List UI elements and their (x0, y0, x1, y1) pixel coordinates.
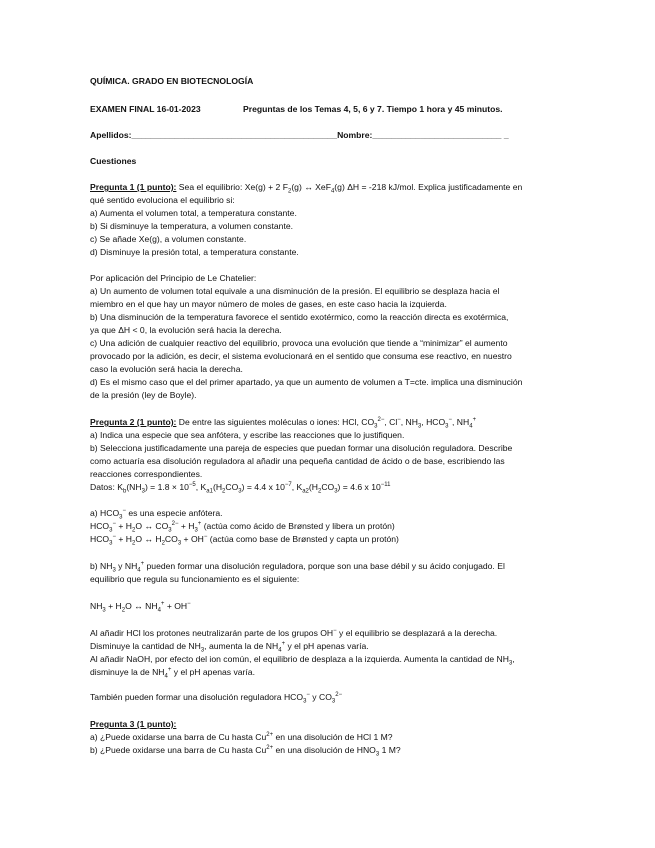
q1-answer-a-1: a) Un aumento de volumen total equivale a una disminución de la presión. El equilibrio se desplaza hacia el (90, 286, 500, 296)
q3-item-a: a) ¿Puede oxidarse una barra de Cu hasta $Cu^{2+}$ en una disolución de HCl 1 M? (90, 732, 393, 742)
surname-line: ___________________________________________ (131, 130, 338, 140)
q1-answer-c-1: c) Una adición de cualquier reactivo del equilibrio, provoca una evolución que tiende a “minimizar” el aumento (90, 338, 508, 348)
q1-statement-line2: qué sentido evoluciona el equilibrio si: (90, 195, 235, 205)
q2-answer-b-1: b) $NH_3$ y $NH_4^+$ pueden formar una disolución reguladora, porque son una base débil y su ácido conjugado. El (90, 561, 505, 574)
name-line: ___________________________ _ (372, 130, 509, 140)
q1-label: Pregunta 1 (1 punto): (90, 182, 177, 192)
q2-answer-a-head: a) $HCO_3^-$ es una especie anfótera. (90, 508, 223, 521)
q2-statement: Pregunta 2 (1 punto): De entre las siguientes moléculas o iones: HCl, $CO_3^{2-}$, Cl−, $NH_3$, $HCO_3^-$, $NH_4^+$ (90, 417, 477, 430)
q2-equation-base: $HCO_3^- + H_2O$ ↔ $H_2CO_3 + OH^-$ (actúa como base de Brønsted y capta un protón) (90, 534, 399, 547)
q2-item-b-2: como actuaría esa disolución reguladora al añadir una pequeña cantidad de ácido o de base, escribiendo las (90, 456, 505, 466)
name-label: Nombre: (337, 130, 373, 140)
q1-answer-d-1: d) Es el mismo caso que el del primer apartado, ya que un aumento de volumen a T=cte. implica una disminución (90, 377, 523, 387)
exam-date: EXAMEN FINAL 16-01-2023 (90, 104, 201, 114)
q2-alternative-buffer: También pueden formar una disolución reguladora $HCO_3^-$ y $CO_3^{2-}$ (90, 692, 343, 705)
q2-label: Pregunta 2 (1 punto): (90, 417, 177, 427)
section-title: Cuestiones (90, 156, 137, 166)
q2-item-b-3: reacciones correspondientes. (90, 469, 203, 479)
q1-answer-b-1: b) Una disminución de la temperatura favorece el sentido exotérmico, como la reacción directa es exotérmica, (90, 312, 509, 322)
q2-equation-ammonia: $NH_3 + H_2O$ ↔ $NH_4^+ + OH^-$ (90, 601, 191, 614)
q3-item-b: b) ¿Puede oxidarse una barra de Cu hasta $Cu^{2+}$ en una disolución de $HNO_3$ 1 M? (90, 745, 401, 758)
q2-answer-b-2: equilibrio que regula su funcionamiento es el siguiente: (90, 574, 300, 584)
exam-topics: Preguntas de los Temas 4, 5, 6 y 7. Tiempo 1 hora y 45 minutos. (243, 104, 503, 114)
q1-item-c: c) Se añade Xe(g), a volumen constante. (90, 234, 247, 244)
q1-answer-b-2: ya que ΔH < 0, la evolución será hacia la derecha. (90, 325, 282, 335)
q1-answer-d-2: de la presión (ley de Boyle). (90, 390, 197, 400)
q1-answer-c-3: caso la evolución será hacia la derecha. (90, 364, 243, 374)
q2-base-addition-1: Al añadir NaOH, por efecto del ion común, el equilibrio de desplaza a la izquierda. Aumenta la cantidad de $NH_3$, (90, 654, 515, 667)
q2-base-addition-2: disminuye la de $NH_4^+$ y el pH apenas varía. (90, 667, 255, 680)
q2-item-a: a) Indica una especie que sea anfótera, y escribe las reacciones que lo justifiquen. (90, 430, 405, 440)
q1-answer-c-2: provocado por la adición, es decir, el sistema evolucionará en el sentido que consuma ese reactivo, en nuestro (90, 351, 512, 361)
surname-field[interactable] (90, 130, 509, 141)
q2-item-b-1: b) Selecciona justificadamente una pareja de especies que puedan formar una disolución reguladora. Describe (90, 443, 513, 453)
surname-label: Apellidos: (90, 130, 132, 140)
q2-equation-acid: $HCO_3^- + H_2O$ ↔ $CO_3^{2-} + H_3^+$ (actúa como ácido de Brønsted y libera un protón) (90, 521, 395, 534)
q1-item-a: a) Aumenta el volumen total, a temperatura constante. (90, 208, 297, 218)
q1-answer-a-2: miembro en el que hay un mayor número de moles de gases, en este caso hacia la izquierda. (90, 299, 447, 309)
course-title: QUÍMICA. GRADO EN BIOTECNOLOGÍA (90, 76, 254, 86)
q2-acid-addition-2: Disminuye la cantidad de $NH_3$, aumenta la de $NH_4^+$ y el pH apenas varía. (90, 641, 369, 654)
q2-acid-addition-1: Al añadir HCl los protones neutralizarán parte de los grupos OH− y el equilibrio se desplazará a la derecha. (90, 628, 498, 638)
q3-label: Pregunta 3 (1 punto): (90, 719, 177, 729)
q2-data: Datos: $K_b(NH_3) = 1.8 \times 10^{-5}$, $K_{a1}(H_2CO_3) = 4.4$ x $10^{-7}$, $K_{a2}(H_2CO_3) = 4.6$ x $10^{-11}$ (90, 482, 391, 495)
q1-item-d: d) Disminuye la presión total, a temperatura constante. (90, 247, 299, 257)
q1-answer-intro: Por aplicación del Principio de Le Chatelier: (90, 273, 257, 283)
q1-statement: Pregunta 1 (1 punto): Sea el equilibrio: Xe(g) + 2 $F_2(g)$ ↔ XeF$_4$(g) ΔH = -218 kJ/mol. Explica justificadamente en (90, 182, 523, 195)
q1-item-b: b) Si disminuye la temperatura, a volumen constante. (90, 221, 294, 231)
